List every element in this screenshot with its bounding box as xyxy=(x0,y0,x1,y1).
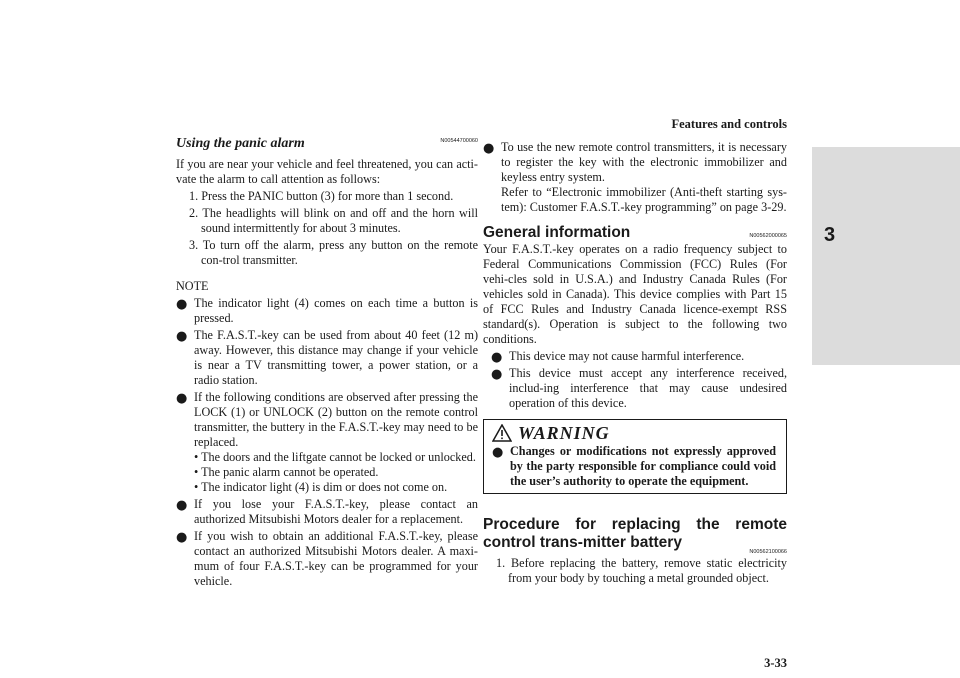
step-item: 1. Before replacing the battery, remove static electricity from your body by touching a metal grounded object. xyxy=(496,556,787,585)
chapter-tab xyxy=(812,147,960,365)
note-label: NOTE xyxy=(176,279,209,293)
header-title: Features and controls xyxy=(671,117,787,131)
section-code: N00562000065 xyxy=(749,233,787,239)
note-item: ● The F.A.S.T.-key can be used from about 40 feet (12 m) away. However, this distance may change if your vehicle is near a TV transmitting tower, a power station, or a radio station. xyxy=(176,328,478,387)
bullet-icon: ● xyxy=(176,498,188,513)
note-item: ● The indicator light (4) comes on each time a button is pressed. xyxy=(176,296,478,325)
bullet-icon: ● xyxy=(492,445,504,460)
step-item: 3. To turn off the alarm, press any button on the remote con-trol transmitter. xyxy=(189,238,478,267)
note-item: ● If the following conditions are observed after pressing the LOCK (1) or UNLOCK (2) button on the remote control transmitter, the buttery in the F.A.S.T.-key may need to be replaced. • The doors and the liftgate cannot be locked or unlocked. • The panic alarm cannot be operated. • The indicator light (4) is dim or does not come on. xyxy=(176,390,478,494)
sub-item: • The panic alarm cannot be operated. xyxy=(194,465,379,479)
bullet-icon: ● xyxy=(483,141,495,156)
right-column xyxy=(483,138,787,586)
cross-reference: Refer to “Electronic immobilizer (Anti-theft starting sys-tem): Customer F.A.S.T.-key programming” on page 3-29. xyxy=(501,185,787,214)
section-heading: Using the panic alarm xyxy=(176,136,305,151)
sub-item: • The doors and the liftgate cannot be locked or unlocked. xyxy=(194,450,476,464)
warning-box xyxy=(483,419,787,494)
note-item: ● If you wish to obtain an additional F.A.S.T.-key, please contact an authorized Mitsubishi Motors dealer. A maxi-mum of four F.A.S.T.-key can be programmed for your vehicle. xyxy=(176,529,478,588)
sub-item: • The indicator light (4) is dim or does not come on. xyxy=(194,480,448,494)
note-item: ● If you lose your F.A.S.T.-key, please contact an authorized Mitsubishi Motors dealer for a replacement. xyxy=(176,497,478,526)
note-item: ● To use the new remote control transmitters, it is necessary to register the key with the electronic immobilizer and keyless entry system. Refer to “Electronic immobilizer (Anti-theft starting sys-tem): Customer F.A.S.T.-key programming” on page 3-29. xyxy=(483,140,787,214)
general-paragraph: Your F.A.S.T.-key operates on a radio frequency subject to Federal Communications Commission (FCC) Rules (For vehi-cles sold in U.S.A.) and Industry Canada Rules (For vehicles sold in Canada). This device complies with Part 15 of FCC Rules and Industry Canada licence-exempt RSS standard(s). Operation is subject to the following two conditions. xyxy=(483,242,787,346)
left-column xyxy=(176,138,478,589)
general-heading: General information xyxy=(483,224,631,241)
bullet-icon: ● xyxy=(176,391,188,406)
intro-paragraph: If you are near your vehicle and feel threatened, you can acti-vate the alarm to call attention as follows: xyxy=(176,157,478,186)
warning-icon xyxy=(492,424,512,442)
bullet-icon: ● xyxy=(491,367,503,382)
step-item: 2. The headlights will blink on and off and the horn will sound intermittently for about 3 minutes. xyxy=(189,206,478,235)
condition-item: ● This device must accept any interference received, includ-ing interference that may cause undesired operation of this device. xyxy=(491,366,787,410)
warning-item: ● Changes or modifications not expressly approved by the party responsible for compliance could void the user’s authority to operate the equipment. xyxy=(492,444,776,488)
warning-title: WARNING xyxy=(518,422,610,443)
chapter-number: 3 xyxy=(824,224,836,246)
step-item: 1. Press the PANIC button (3) for more than 1 second. xyxy=(189,189,454,203)
bullet-icon: ● xyxy=(491,350,503,365)
bullet-icon: ● xyxy=(176,530,188,545)
bullet-icon: ● xyxy=(176,297,188,312)
page-number: 3-33 xyxy=(764,656,787,670)
procedure-heading: Procedure for replacing the remote control trans-mitter battery xyxy=(483,516,787,551)
condition-item: ● This device may not cause harmful interference. xyxy=(491,349,745,365)
bullet-icon: ● xyxy=(176,329,188,344)
section-code: N00544700060 xyxy=(440,138,478,144)
section-code: N00562100066 xyxy=(749,549,787,555)
